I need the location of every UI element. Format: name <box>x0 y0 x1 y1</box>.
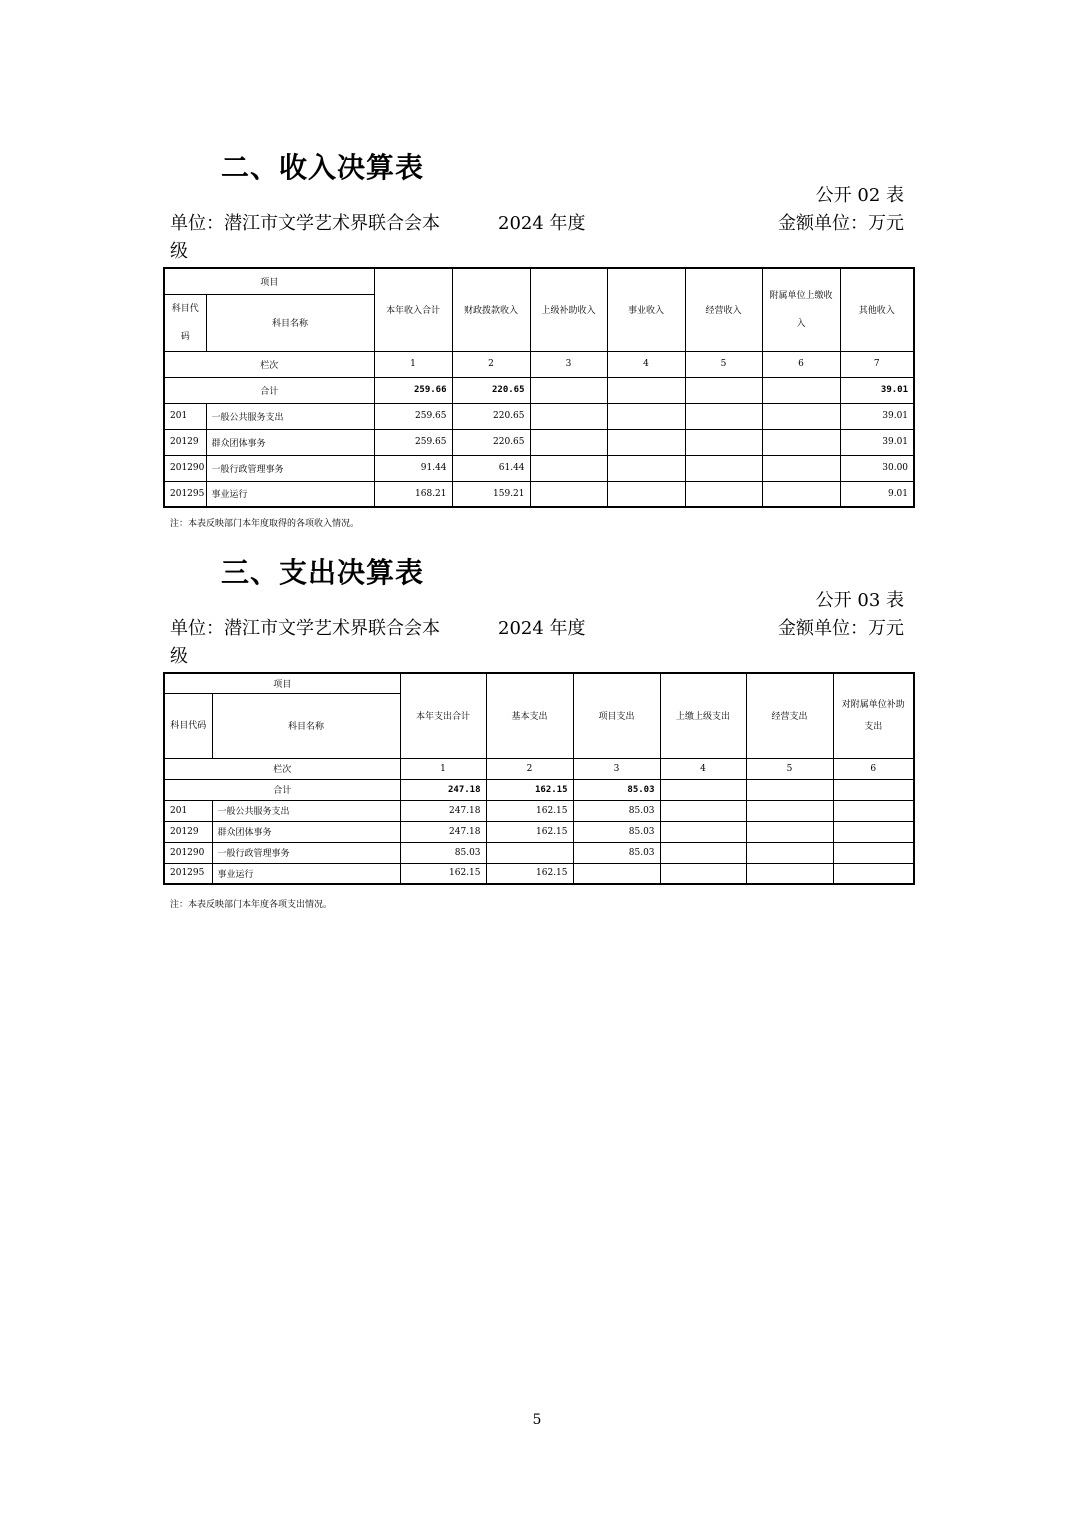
hdr-col-3: 上级补助收入 <box>530 268 607 351</box>
total-v2: 162.15 <box>486 779 573 800</box>
row-code: 201 <box>164 800 212 821</box>
col-num: 7 <box>840 351 914 377</box>
table-row <box>164 455 914 481</box>
total-v1: 247.18 <box>400 779 486 800</box>
hdr-col-2: 财政拨款收入 <box>452 268 530 351</box>
row-v3: 85.03 <box>573 821 660 842</box>
row-v1: 162.15 <box>400 863 486 884</box>
table-row <box>164 403 914 429</box>
row-v2: 61.44 <box>452 455 530 481</box>
expense-title: 三、支出决算表 <box>221 556 425 589</box>
col-num: 6 <box>762 351 840 377</box>
row-code: 201295 <box>164 863 212 884</box>
hdr-col-2: 基本支出 <box>486 673 573 758</box>
hdr-item: 项目 <box>164 673 400 693</box>
expense-unit: 单位：潜江市文学艺术界联合会本 <box>170 618 440 639</box>
income-title: 二、收入决算表 <box>221 151 425 184</box>
row-v2: 162.15 <box>486 863 573 884</box>
income-amount-unit: 金额单位：万元 <box>778 213 904 234</box>
table-row <box>164 481 914 507</box>
table-row <box>164 800 914 821</box>
total-v7: 39.01 <box>840 377 914 403</box>
row-name: 一般行政管理事务 <box>206 455 374 481</box>
hdr-lanci: 栏次 <box>164 351 374 377</box>
hdr-col-4: 上缴上级支出 <box>660 673 746 758</box>
row-v3: 85.03 <box>573 842 660 863</box>
row-v2: 162.15 <box>486 800 573 821</box>
col-num: 6 <box>833 758 914 779</box>
col-num: 3 <box>573 758 660 779</box>
row-name: 事业运行 <box>212 863 400 884</box>
total-label: 合计 <box>164 779 400 800</box>
row-v2 <box>486 842 573 863</box>
hdr-col-1: 本年支出合计 <box>400 673 486 758</box>
col-num: 3 <box>530 351 607 377</box>
total-label: 合计 <box>164 377 374 403</box>
expense-amount-unit: 金额单位：万元 <box>778 618 904 639</box>
hdr-name: 科目名称 <box>212 693 400 758</box>
hdr-col-5: 经营收入 <box>685 268 762 351</box>
table-row <box>164 821 914 842</box>
row-v1: 259.65 <box>374 429 452 455</box>
total-row <box>164 377 914 403</box>
row-name: 一般公共服务支出 <box>212 800 400 821</box>
hdr-name: 科目名称 <box>206 294 374 351</box>
row-v1: 247.18 <box>400 821 486 842</box>
hdr-col-5: 经营支出 <box>746 673 833 758</box>
hdr-code: 科目代码 <box>164 693 212 758</box>
hdr-col-4: 事业收入 <box>607 268 685 351</box>
hdr-col-3: 项目支出 <box>573 673 660 758</box>
row-v7: 9.01 <box>840 481 914 507</box>
row-v1: 168.21 <box>374 481 452 507</box>
row-code: 201290 <box>164 455 206 481</box>
hdr-lanci: 栏次 <box>164 758 400 779</box>
row-v3: 85.03 <box>573 800 660 821</box>
hdr-item: 项目 <box>164 268 374 294</box>
row-v3 <box>573 863 660 884</box>
row-v7: 30.00 <box>840 455 914 481</box>
table-row <box>164 429 914 455</box>
row-v1: 259.65 <box>374 403 452 429</box>
expense-table-code: 公开 03 表 <box>815 590 904 611</box>
row-name: 群众团体事务 <box>212 821 400 842</box>
col-num: 2 <box>452 351 530 377</box>
col-num: 5 <box>685 351 762 377</box>
col-num: 4 <box>607 351 685 377</box>
row-code: 20129 <box>164 429 206 455</box>
row-code: 20129 <box>164 821 212 842</box>
row-code: 201290 <box>164 842 212 863</box>
income-table-code: 公开 02 表 <box>815 185 904 206</box>
income-year: 2024 年度 <box>498 213 586 234</box>
row-v2: 159.21 <box>452 481 530 507</box>
total-row <box>164 779 914 800</box>
row-v7: 39.01 <box>840 403 914 429</box>
row-v1: 85.03 <box>400 842 486 863</box>
col-num: 4 <box>660 758 746 779</box>
table-row <box>164 863 914 884</box>
income-unit-cont: 级 <box>170 241 188 262</box>
row-v2: 220.65 <box>452 429 530 455</box>
income-table <box>163 267 915 508</box>
col-num: 5 <box>746 758 833 779</box>
hdr-col-1: 本年收入合计 <box>374 268 452 351</box>
expense-unit-cont: 级 <box>170 646 188 667</box>
income-note: 注：本表反映部门本年度取得的各项收入情况。 <box>170 519 360 529</box>
table-row <box>164 842 914 863</box>
row-v2: 162.15 <box>486 821 573 842</box>
hdr-col-6: 附属单位上缴收入 <box>762 268 840 351</box>
row-name: 一般公共服务支出 <box>206 403 374 429</box>
col-num: 1 <box>374 351 452 377</box>
row-v7: 39.01 <box>840 429 914 455</box>
row-v2: 220.65 <box>452 403 530 429</box>
total-v2: 220.65 <box>452 377 530 403</box>
row-v1: 247.18 <box>400 800 486 821</box>
row-v1: 91.44 <box>374 455 452 481</box>
hdr-code: 科目代码 <box>164 294 206 351</box>
row-code: 201295 <box>164 481 206 507</box>
income-unit: 单位：潜江市文学艺术界联合会本 <box>170 213 440 234</box>
row-code: 201 <box>164 403 206 429</box>
hdr-col-6: 对附属单位补助支出 <box>833 673 914 758</box>
total-v3: 85.03 <box>573 779 660 800</box>
expense-year: 2024 年度 <box>498 618 586 639</box>
expense-table <box>163 672 915 885</box>
row-name: 群众团体事务 <box>206 429 374 455</box>
hdr-col-7: 其他收入 <box>840 268 914 351</box>
row-name: 一般行政管理事务 <box>212 842 400 863</box>
total-v1: 259.66 <box>374 377 452 403</box>
col-num: 2 <box>486 758 573 779</box>
expense-note: 注：本表反映部门本年度各项支出情况。 <box>170 900 333 910</box>
col-num: 1 <box>400 758 486 779</box>
row-name: 事业运行 <box>206 481 374 507</box>
page-number: 5 <box>532 1412 542 1428</box>
